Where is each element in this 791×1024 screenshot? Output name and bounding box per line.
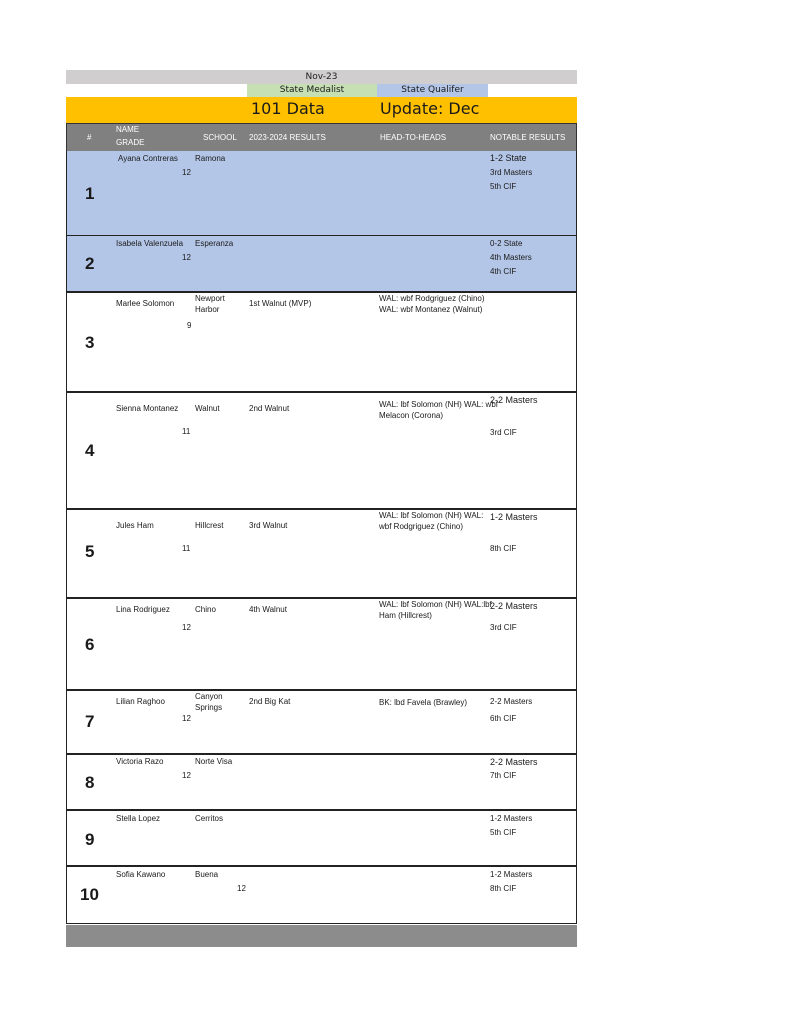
title-banner [66,97,577,123]
header-num: # [87,133,92,142]
athlete-grade: 9 [187,321,192,330]
notable-result: 3rd CIF [490,623,517,632]
athlete-school: Esperanza [195,239,234,248]
header-grade: GRADE [116,138,145,147]
head-to-head: WAL: lbf Solomon (NH) WAL:lbf Ham (Hillcrest) [379,600,492,620]
notable-result: 1-2 State [490,153,527,163]
table-row [66,689,577,755]
notable-result: 2-2 Masters [490,601,538,611]
athlete-school: Walnut [195,404,220,413]
rank-number: 10 [80,885,99,904]
column-header-row [66,123,577,152]
athlete-name: Ayana Contreras [118,154,178,163]
season-result: 3rd Walnut [249,521,288,530]
notable-result: 2-2 Masters [490,697,533,706]
legend-state-qualifier: State Qualifer [377,84,488,97]
rank-number: 2 [85,254,95,273]
legend-state-medalist: State Medalist [247,84,377,97]
season-result: 4th Walnut [249,605,287,614]
athlete-school: Newport Harbor [195,294,225,314]
rank-number: 7 [85,712,95,731]
athlete-school: Cerritos [195,814,224,823]
header-head-to-heads: HEAD-TO-HEADS [380,133,447,142]
table-row [66,753,577,811]
header-school: SCHOOL [203,133,237,142]
notable-result: 1-2 Masters [490,814,533,823]
notable-result: 5th CIF [490,182,517,191]
header-name: NAME [116,125,140,134]
table-row [66,508,577,599]
athlete-name: Jules Ham [116,521,154,530]
athlete-grade: 12 [237,884,246,893]
athlete-grade: 12 [182,771,191,780]
athlete-name: Sienna Montanez [116,404,179,413]
table-row [66,391,577,510]
athlete-school: Hillcrest [195,521,224,530]
table-row [66,151,577,236]
notable-result: 7th CIF [490,771,517,780]
rank-number: 4 [85,441,95,460]
athlete-name: Lilian Raghoo [116,697,165,706]
notable-result: 0-2 State [490,239,523,248]
footer-bar [66,925,577,947]
athlete-name: Stella Lopez [116,814,161,823]
table-row [66,235,577,293]
head-to-head: BK: lbd Favela (Brawley) [379,698,468,707]
athlete-grade: 12 [182,168,191,177]
table-row [66,809,577,867]
notable-result: 6th CIF [490,714,517,723]
notable-result: 1-2 Masters [490,512,538,522]
rank-number: 9 [85,830,95,849]
rank-number: 1 [85,184,95,203]
rank-number: 6 [85,635,95,654]
rank-number: 3 [85,333,95,352]
athlete-school: Norte Visa [195,757,233,766]
notable-result: 8th CIF [490,544,517,553]
athlete-school: Ramona [195,154,226,163]
header-results: 2023-2024 RESULTS [249,133,326,142]
athlete-school: Chino [195,605,216,614]
table-row [66,865,577,924]
athlete-name: Lina Rodriguez [116,605,170,614]
table-row [66,597,577,691]
rank-number: 5 [85,542,95,561]
athlete-name: Sofia Kawano [116,870,166,879]
athlete-school: Canyon Springs [195,692,223,712]
table-row [66,291,577,393]
notable-result: 5th CIF [490,828,517,837]
notable-result: 3rd CIF [490,428,517,437]
athlete-grade: 12 [182,714,191,723]
athlete-name: Victoria Razo [116,757,164,766]
banner-update: Update: Dec [380,99,480,118]
notable-result: 2-2 Masters [490,395,538,405]
athlete-grade: 12 [182,253,191,262]
season-result: 2nd Big Kat [249,697,291,706]
header-notable-results: NOTABLE RESULTS [490,133,566,142]
athlete-grade: 12 [182,623,191,632]
notable-result: 4th Masters [490,253,532,262]
notable-result: 8th CIF [490,884,517,893]
athlete-name: Isabela Valenzuela [116,239,184,248]
athlete-name: Marlee Solomon [116,299,175,308]
head-to-head: WAL: lbf Solomon (NH) WAL: wbf Melacon (Corona) [379,400,498,420]
banner-title: 101 Data [251,99,325,118]
rank-number: 8 [85,773,95,792]
head-to-head: WAL: lbf Solomon (NH) WAL: wbf Rodgriguez (Chino) [379,511,484,531]
athlete-school: Buena [195,870,219,879]
season-result: 2nd Walnut [249,404,290,413]
date-bar: Nov-23 [66,70,577,84]
head-to-head: WAL: wbf Rodgriguez (Chino) WAL: wbf Montanez (Walnut) [379,294,485,314]
notable-result: 3rd Masters [490,168,533,177]
notable-result: 2-2 Masters [490,757,538,767]
athlete-grade: 11 [182,544,191,553]
season-result: 1st Walnut (MVP) [249,299,312,308]
notable-result: 4th CIF [490,267,517,276]
notable-result: 1-2 Masters [490,870,533,879]
athlete-grade: 11 [182,427,191,436]
